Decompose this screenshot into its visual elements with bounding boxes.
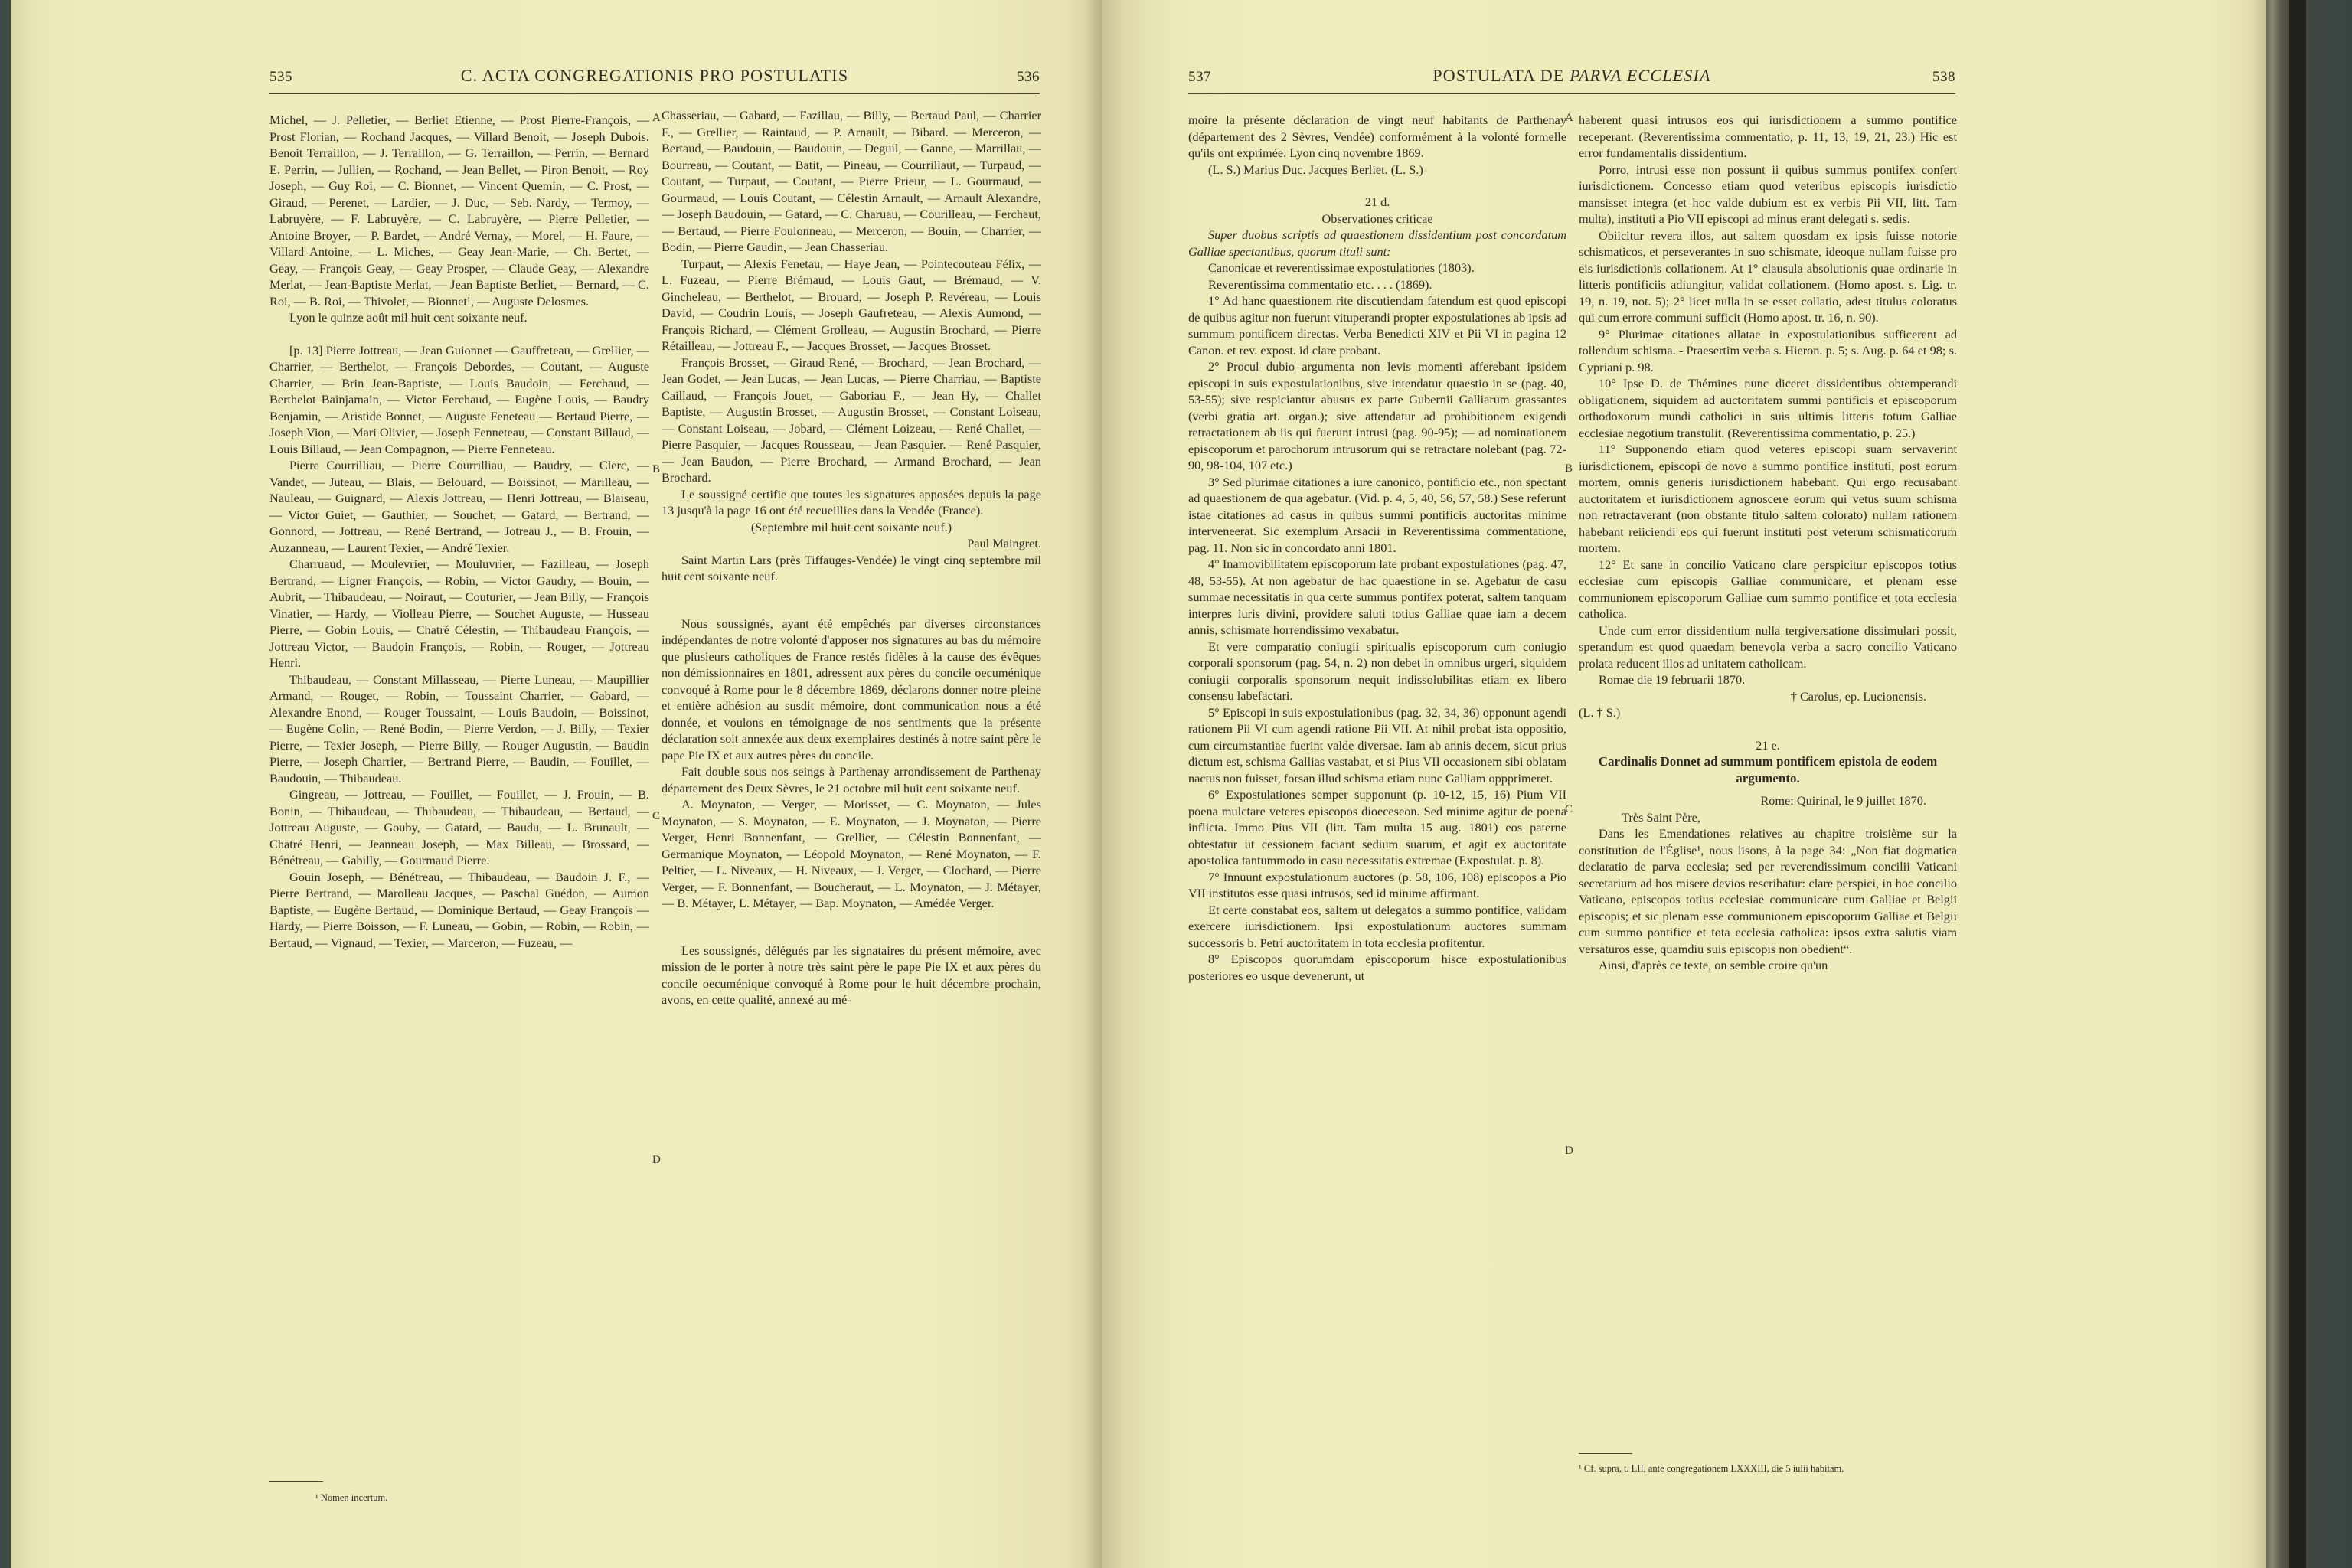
paragraph: 9° Plurimae citationes allatae in expostulationibus sufficerent ad tollendum schisma. - Praesertim verba s. Hieron. p. 5; s. Aug. p. 64 et 98; s. Cypriani p. 98. <box>1579 326 1957 374</box>
running-title-left: C. ACTA CONGREGATIONIS PRO POSTULATIS <box>460 66 849 85</box>
paragraph: Chasseriau, — Gabard, — Fazillau, — Billy, — Bertaud Paul, — Charrier F., — Grellier, — Raintaud, — P. Arnault, — Bibard. — Merceron, — Bertaud, — Baudouin, — Baudouin, — Deguil, — Ganne, — Marrillau, — Bourreau, — Coutant, — Batit, — Pineau, — Courrillaut, — Turpaud, — Coutant, — Turpaut, — Coutant, — Pierre Prieur, — L. Gourmaud, — Gourmaud, — Louis Coutant, — Célestin Arnault, — Arnault Alexandre, — Joseph Baudouin, — Gatard, — C. Charuau, — Courilleau, — Ferchaut, — Bertaud, — Pierre Foulonneau, — Merceron, — Bouin, — Charrier, — Bodin, — Pierre Gaudin, — Jean Chasseriau. <box>662 108 1041 254</box>
footnote-left: ¹ Nomen incertum. <box>315 1492 388 1503</box>
paragraph: moire la présente déclaration de vingt neuf habitants de Parthenay (département des 2 Sèvres, Vendée) conformément à la volonté formelle qu'ils ont exprimée. Lyon cinq novembre 1869. <box>1188 113 1566 160</box>
paragraph: Nous soussignés, ayant été empêchés par diverses circonstances indépendantes de notre volonté d'apposer nos signatures au bas du mémoire que plusieurs catholiques de France restés fidèles à la cause des évêques non démissionnaires en 1801, adressent aux pères du concile oecuménique convoqué à Rome pour le 8 décembre 1869, déclarons donner notre pleine et entière adhésion au susdit mémoire, dont communication nous a été donnée, et voulons en témoignage de nos sentiments que la présente déclaration soit annexée aux deux exemplaires destinés à notre saint père le pape Pie IX et aux autres pères du concile. <box>662 616 1041 763</box>
margin-letter-b: B <box>652 463 661 475</box>
paragraph: Fait double sous nos seings à Parthenay arrondissement de Parthenay département des Deux Sèvres, le 21 octobre mil huit cent soixante neuf. <box>662 764 1041 795</box>
right-running-head <box>1188 66 1955 96</box>
paragraph: Gouin Joseph, — Bénétreau, — Thibaudeau, — Baudoin J. F., — Pierre Bertrand, — Marolleau Jacques, — Paschal Guédon, — Aumon Baptiste, — Eugène Bertaud, — Dominique Bertaud, — Geay François — Hardy, — Pierre Boisson, — F. Luneau, — Gobin, — Robin, — Robin, — Bertaud, — Vignaud, — Texier, — Marceron, — Fuzeau, — <box>270 869 649 950</box>
paragraph: 11° Supponendo etiam quod veteres episcopi suam servaverint iurisdictionem, episcopi de novo a summo pontifice instituti, post eorum mortem, omnis generis iurisdictionem habebant. Qui ergo recusabant auctoritatem et iurisdictionem agnoscere eorum qui vetus suum schisma non retractaverant (non obstante titulo saltem colorato) nullam rationem habebant reiiciendi eos qui fuerunt instituti post veterum schismaticorum mortem. <box>1579 442 1957 555</box>
paragraph: Et vere comparatio coniugii spiritualis episcoporum cum coniugio corporali sponsorum (pag. 54, n. 2) non debet in omnibus urgeri, siquidem coniugii corporalis sponsorum nequit indissolubilitas etiam ex libero consensu labefactari. <box>1188 639 1566 703</box>
footnote-right: ¹ Cf. supra, t. LII, ante congregationem LXXXIII, die 5 iulii habitam. <box>1579 1463 1844 1474</box>
paragraph: 7° Innuunt expostulationum auctores (p. 58, 106, 108) episcopos a Pio VII institutos esse quasi intrusos, sed id minime affirmant. <box>1188 869 1566 900</box>
margin-letter-c-right: C <box>1565 803 1573 815</box>
paragraph: Thibaudeau, — Constant Millasseau, — Pierre Luneau, — Maupillier Armand, — Rouget, — Robin, — Toussaint Charrier, — Gabard, — Alexandre Enond, — Rouger Toussaint, — Louis Baudoin, — Boissinot, — Eugène Colin, — René Bodin, — Pierre Verdon, — J. Billy, — Texier Pierre, — Texier Joseph, — Pierre Billy, — Rouger Augustin, — Baudin Pierre, — Joseph Charrier, — Bertrand Pierre, — Baudin, — Fouillet, — Baudouin, — Thibaudeau. <box>270 671 649 786</box>
footnote-rule-right <box>1579 1453 1632 1454</box>
paragraph: (L. † S.) <box>1579 705 1621 720</box>
paragraph: 4° Inamovibilitatem episcoporum late probant expostulationes (pag. 47, 48, 53-55). At non agebatur de hac quaestione in se. Agebatur de casu summae necessitatis in qua certe summus pontifex poterat, saltem tanquam interpres iuris divini, providere saluti totius Galliae quae iam a decem annis, schismate horrendissimo vexabatur. <box>1188 557 1566 637</box>
paragraph: Obiicitur revera illos, aut saltem quosdam ex ipsis fuisse notorie schismaticos, et perseverantes in suo schismate, ideoque nullam fuisse pro eis iurisdictionis collationem. At 1° clausula absolutionis quae ordinarie in litteris pontificiis adiungitur, validat collationem. (Homo apost. s. Lig. tr. 19, n. 19, not. 5); 2° licet nulla in se esset collatio, adest titulus coloratus qui cum errore communi sufficit (Homo apost. tr. 16, n. 90). <box>1579 227 1957 325</box>
paragraph: Rome: Quirinal, le 9 juillet 1870. <box>1760 793 1926 808</box>
paragraph: [p. 13] Pierre Jottreau, — Jean Guionnet — Gauffreteau, — Grellier, — Charrier, — Berthelot, — François Debordes, — Coutant, — Auguste Charrier, — Brin Jean-Baptiste, — Louis Baudoin, — Ferchaud, — Berthelot Bainjamain, — Victor Ferchaud, — Eugène Louis, — Baudry Benjamin, — Aristide Bonnet, — Auguste Feneteau — Bertaud Pierre, — Joseph Vion, — Mari Olivier, — Joseph Fenneteau, — Constant Billaud, — Louis Billaud, — Jean Compagnon, — Pierre Fenneteau. <box>270 342 649 456</box>
paragraph: Gingreau, — Jottreau, — Fouillet, — Fouillet, — J. Frouin, — B. Bonin, — Thibaudeau, — Thibaudeau, — Thibaudeau, — Bertaud, — Jottreau Auguste, — Gouby, — Gatard, — Baudu, — L. Brunault, — Chatré Henri, — Jeanneau Joseph, — Max Billeau, — Brossard, — Bénétreau, — Gabilly, — Gourmaud Pierre. <box>270 787 649 867</box>
paragraph: Unde cum error dissidentium nulla tergiversatione dissimulari possit, sperandum est quod quaedam benevola verba a sacro concilio Vaticano prolata reducent illos ad unitatem catholicam. <box>1579 622 1957 671</box>
margin-letter-a: A <box>652 112 661 124</box>
paragraph: Paul Maingret. <box>967 536 1041 550</box>
margin-letter-d-right: D <box>1565 1145 1573 1157</box>
paragraph: A. Moynaton, — Verger, — Morisset, — C. Moynaton, — Jules Moynaton, — S. Moynaton, — E. Moynaton, — J. Moynaton, — Pierre Verger, Henri Bonnenfant, — Grellier, — Célestin Bonnenfant, — Germanique Moynaton, — Léopold Moynaton, — René Moynaton, — F. Peltier, — L. Niveaux, — H. Niveaux, — J. Verger, — Clochard, — Pierre Verger, — F. Bonnenfant, — Boucheraut, — L. Moynaton, — J. Métayer, — B. Métayer, L. Métayer, — Bap. Moynaton, — Amédée Verger. <box>662 797 1041 910</box>
head-rule-right <box>1188 93 1955 94</box>
right-column-1 <box>1188 112 1566 984</box>
paragraph: Cardinalis Donnet ad summum pontificem epistola de eodem argumento. <box>1598 754 1938 786</box>
paragraph: Pierre Courrilliau, — Pierre Courrilliau, — Baudry, — Clerc, — Vandet, — Juteau, — Blais, — Belouard, — Boissinot, — Marilleau, — Nauleau, — Guignard, — Alexis Jottreau, — Henri Jottreau, — Blaiseau, — Victor Guiet, — Gauthier, — Souchet, — Gatard, — Bertrand, — Gonnord, — Jottreau, — René Bertrand, — Jotreau J., — B. Frouin, — Auzanneau, — Laurent Texier, — André Texier. <box>270 458 649 555</box>
paragraph: (L. S.) Marius Duc. Jacques Berliet. (L. S.) <box>1208 162 1423 177</box>
paragraph: Canonicae et reverentissimae expostulationes (1803). <box>1208 260 1475 275</box>
paragraph: † Carolus, ep. Lucionensis. <box>1790 688 1926 704</box>
paragraph: 8° Episcopos quorumdam episcoporum hisce expostulationibus posteriores eo usque devenerunt, ut <box>1188 952 1566 983</box>
margin-letter-c: C <box>652 810 661 822</box>
head-rule-left <box>270 93 1040 94</box>
paragraph: 12° Et sane in concilio Vaticano clare perspicitur episcopos totius ecclesiae cum episcopis Galliae communicare, et plenam esse communionem episcoporum Galliae cum summo pontifice et tota ecclesia catholica. <box>1579 557 1957 621</box>
paragraph: 2° Procul dubio argumenta non levis momenti afferebant ipsidem episcopi in suis expostulationibus, sive intendatur quaestio in se (pag. 40, 53-55); sive respiciantur abusus ex parte Gubernii Galliarum grassantes (verbi gratia art. organ.); sive attendatur ad prohibitionem exigendi retractationem ab iis qui fuerunt intrusi (pag. 90-95); — ad nominationem episcoporum et parochorum intrusorum qui se retractare nolebant (pag. 72-90, 98-104, 107 etc.) <box>1188 359 1566 472</box>
paragraph: Super duobus scriptis ad quaestionem dissidentium post concordatum Galliae spectantibus, quorum tituli sunt: <box>1188 227 1566 259</box>
paragraph: 6° Expostulationes semper supponunt (p. 10-12, 15, 16) Pium VII poena mulctare veteres episcopos dioeceseon. Sed minime agitur de poena inflicta. Immo Pius VII (litt. Tam multa 15 aug. 1801) eos paterne obtestatur ut cessionem faciant sedium suarum, et agit ex auctoritate apostolica tantummodo in casu necessitatis extremae (Expostulat. p. 8). <box>1188 787 1566 867</box>
paragraph: Charruaud, — Moulevrier, — Mouluvrier, — Fazilleau, — Joseph Bertrand, — Ligner François, — Robin, — Victor Gaudry, — Bouin, — Aubrit, — Thibaudeau, — Noiraut, — Couturier, — Jean Billy, — François Vinatier, — Hardy, — Violleau Pierre, — Souchet Auguste, — Husseau Pierre, — Gobin Louis, — Chatré Célestin, — Thibaudeau François, — Jottreau Victor, — Baudoin François, — Robin, — Rouger, — Jottreau Henri. <box>270 557 649 670</box>
paragraph: Les soussignés, délégués par les signataires du présent mémoire, avec mission de le porter à notre très saint père le pape Pie IX et aux pères du concile oecuménique convoqué à Rome pour le huit décembre prochain, avons, en cette qualité, annexé au mé- <box>662 942 1041 1007</box>
page-number-535: 535 <box>270 69 292 85</box>
scan-left-edge <box>0 0 11 1568</box>
paragraph: Turpaut, — Alexis Fenetau, — Haye Jean, — Pointecouteau Félix, — L. Fuzeau, — Pierre Brémaud, — Louis Gaut, — Brémaud, — V. Gincheleau, — Berthelot, — Brouard, — Joseph P. Revéreau, — Louis David, — Coudrin Louis, — Joseph Gaufreteau, — Alexis Aumond, — François Richard, — Clément Grolleau, — Augustin Brochard, — Pierre Rétailleau, — Jottreau F., — Jacques Brosset, — Jacques Brosset. <box>662 256 1041 353</box>
paragraph: 21 e. <box>1756 737 1780 753</box>
left-column-2 <box>662 107 1041 1008</box>
paragraph: Michel, — J. Pelletier, — Berliet Etienne, — Prost Pierre-François, — Prost Florian, — Rochand Jacques, — Villard Benoit, — Joseph Dubois. Benoit Terraillon, — J. Terraillon, — G. Terraillon, — Perrin, — Bernard E. Perrin, — Jullien, — Rochand, — Jean Bellet, — Piron Benoit, — Roy Joseph, — Guy Roi, — C. Bionnet, — Vincent Quemin, — C. Prost, — Giraud, — Perenet, — Lardier, — J. Duc, — Seb. Nardy, — Termoy, — Labruyère, — F. Labruyère, — C. Labruyère, — Pierre Pelletier, — Antoine Broyer, — P. Bardet, — André Vernay, — Morel, — H. Faure, — Villard Antoine, — L. Miches, — Geay Jean-Marie, — Ch. Bertet, — Geay, — François Geay, — Geay Prosper, — Claude Geay, — Alexandre Merlat, — Jean-Baptiste Merlat, — Jean Baptiste Berliet, — Bernard, — C. Roi, — B. Roi, — Thivolet, — Bionnet¹, — Auguste Delosmes. <box>270 113 649 309</box>
paragraph: Reverentissima commentatio etc. . . . (1869). <box>1208 276 1432 292</box>
left-page <box>11 0 1102 1568</box>
scan-right-block <box>2289 0 2306 1568</box>
paragraph: Et certe constabat eos, saltem ut delegatos a summo pontifice, validam exercere iurisdictionem. Ipsi expostulationum auctores summam successoris b. Petri auctoritatem in tota ecclesia profitentur. <box>1188 902 1566 950</box>
paragraph: Porro, intrusi esse non possunt ii quibus summus pontifex confert iurisdictionem. Concesso etiam quod veteribus episcopis iurisdictio mansisset integra (et hoc valde dubium est ex verbis Pii VII, litt. Tam multa), instituti a Pio VII episcopi ad minus erant delegati s. sedis. <box>1579 162 1957 226</box>
paragraph: François Brosset, — Giraud René, — Brochard, — Jean Brochard, — Jean Godet, — Jean Lucas, — Jean Lucas, — Pierre Charriau, — Baptiste Caillaud, — François Jouet, — Gaboriau F., — Jean Hy, — Challet Baptiste, — Augustin Brosset, — Augustin Brosset, — Constant Loiseau, — Constant Loiseau, — Jobard, — Clément Loizeau, — René Challet, — Pierre Pasquier, — Jacques Rousseau, — Jean Pasquier. — René Pasquier, — Jean Baudon, — Pierre Brochard, — Armand Brochard, — Jean Brochard. <box>662 354 1041 485</box>
left-column-1 <box>270 112 649 951</box>
scan-right-edge <box>2266 0 2352 1568</box>
paragraph: Très Saint Père, <box>1622 809 1700 825</box>
left-running-head <box>270 66 1040 96</box>
running-title-right: POSTULATA DE PARVA ECCLESIA <box>1432 66 1711 85</box>
paragraph: (Septembre mil huit cent soixante neuf.) <box>750 519 952 534</box>
footnote-rule-left <box>270 1481 323 1482</box>
paragraph: Observationes criticae <box>1321 211 1433 226</box>
paragraph: 5° Episcopi in suis expostulationibus (pag. 32, 34, 36) opponunt agendi rationem Pii VI cum agendi ratione Pii VII. At nihil probat ista oppositio, cum circumstantiae fuerint valde diversae. Iam ab annis decem, sicut prius dictum est, schisma Gallias vastabat, et si Pius VII occasionem sibi oblatam nactus non fuisset, forsan illud schisma etiam nunc Galliam oppprimeret. <box>1188 704 1566 786</box>
paragraph: Lyon le quinze août mil huit cent soixante neuf. <box>289 310 528 325</box>
paragraph: 3° Sed plurimae citationes a iure canonico, pontificio etc., non spectant ad quaestionem de qua agebatur. (Vid. p. 4, 5, 40, 56, 57, 58.) Sese referunt istae citationes ad casus in quibus summi pontificis auctoritas minime interveneerat. Sic exemplum Arsacii in Reverentissima commentatione, pag. 11. Non sic in concordato anni 1801. <box>1188 474 1566 555</box>
paragraph: Romae die 19 februarii 1870. <box>1599 672 1746 687</box>
paragraph: Saint Martin Lars (près Tiffauges-Vendée) le vingt cinq septembre mil huit cent soixante neuf. <box>662 552 1041 583</box>
margin-letter-a-right: A <box>1565 112 1573 124</box>
page-number-537: 537 <box>1188 69 1211 85</box>
paragraph: 21 d. <box>1364 194 1390 209</box>
margin-letter-d: D <box>652 1154 661 1166</box>
right-column-2 <box>1579 112 1957 974</box>
paragraph: 1° Ad hanc quaestionem rite discutiendam fatendum est quod episcopi de quibus agitur non fuerunt vituperandi propter expostulationes ab ipsis ad summum pontificem directas. Verba Benedicti XIV et Pii VI in pagina 12 Canon. et rev. expost. id clare probant. <box>1188 293 1566 358</box>
paragraph: Dans les Emendationes relatives au chapitre troisième sur la constitution de l'Église¹, nous lisons, à la page 34: „Non fiat dogmatica declaratio de parva ecclesia; sed per reverendissimum concilii Vaticani secretarium ad hos misere devios rescribatur: clare perspici, in hoc concilio Vaticano, episcopos totius ecclesiae communicare cum Galliae et Belgii episcopis; et sic plenam esse communionem episcoporum Galliae et Belgii cum summo pontifice et tota ecclesia catholica: ipsos extra salutis viam versaturos esse, quamdiu suis episcopis non obedient“. <box>1579 826 1957 956</box>
margin-letter-b-right: B <box>1565 462 1573 475</box>
page-number-538: 538 <box>1932 69 1955 85</box>
paragraph: 10° Ipse D. de Thémines nunc diceret dissidentibus obtemperandi obligationem, siquidem ad auctoritatem summi pontificis et episcoporum orthodoxorum mundi catholici in suis ultimis litteris totum Galliae ecclesiae negotium transtulit. (Reverentissima commentatio, p. 25.) <box>1579 376 1957 440</box>
paragraph: Ainsi, d'après ce texte, on semble croire qu'un <box>1599 958 1828 972</box>
right-page <box>1102 0 2272 1568</box>
page-number-536: 536 <box>1017 69 1040 85</box>
paragraph: Le soussigné certifie que toutes les signatures apposées depuis la page 13 jusqu'à la page 16 ont été recueillies dans la Vendée (France). <box>662 486 1041 518</box>
paragraph: haberent quasi intrusos eos qui iurisdictionem a summo pontifice receperant. (Reverentissima commentatio, p. 11, 13, 19, 21, 23.) Hic est error fundamentalis dissidentium. <box>1579 113 1957 160</box>
